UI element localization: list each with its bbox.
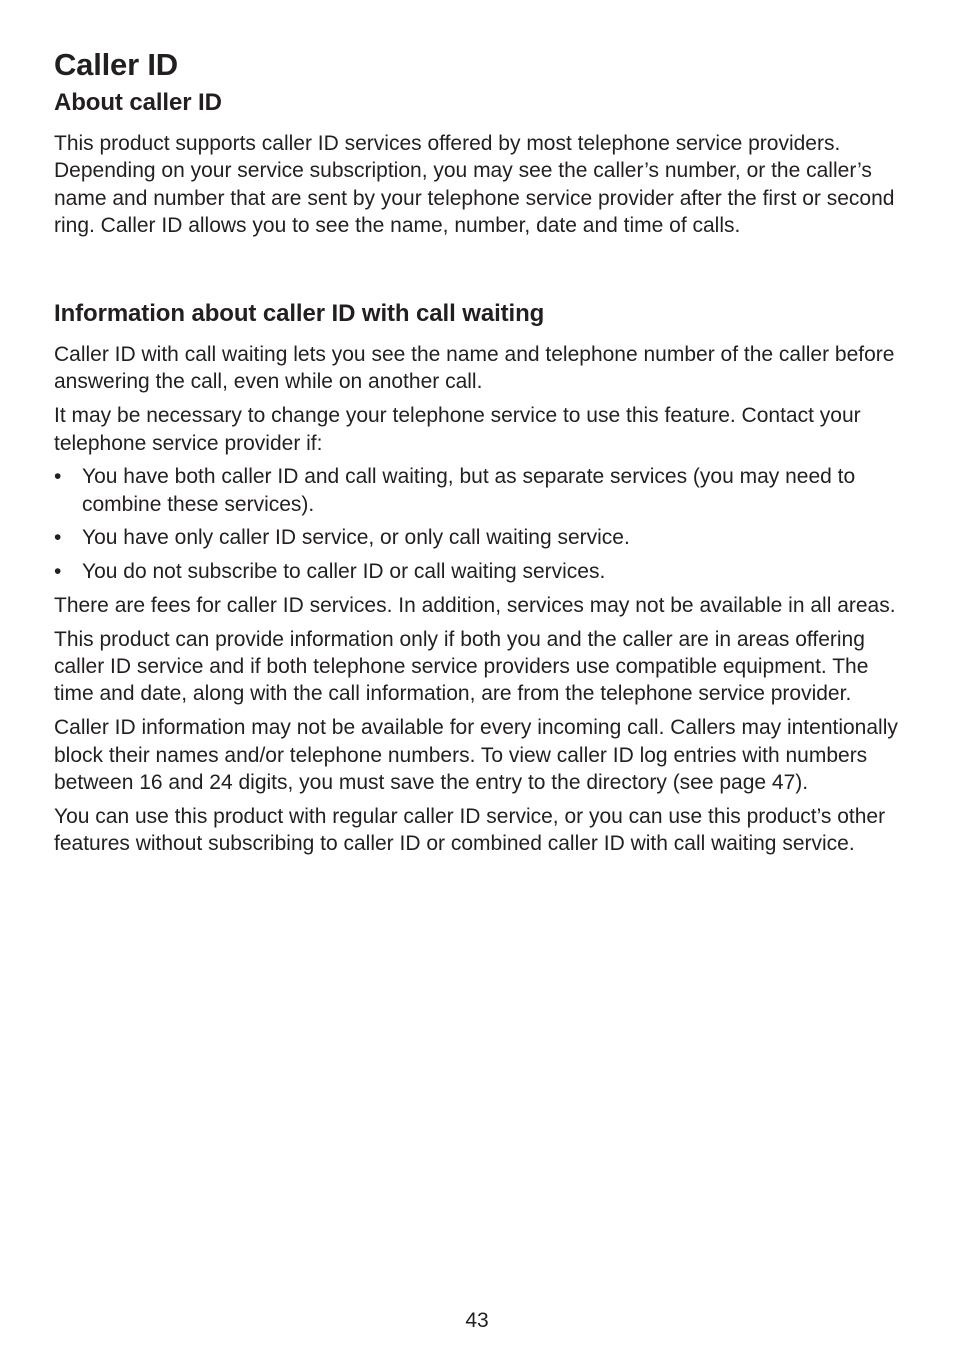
bullet-icon: • bbox=[54, 465, 62, 489]
bullet-icon: • bbox=[54, 526, 62, 550]
paragraph: You can use this product with regular caller ID service, or you can use this product’s other features without subscribing to caller ID or combined caller ID with call waiting service. bbox=[54, 804, 886, 855]
paragraph: There are fees for caller ID services. In addition, services may not be available in all areas. bbox=[54, 594, 896, 618]
paragraph: This product can provide information only if both you and the caller are in areas offering caller ID service and if both telephone service providers use compatible equipment. The time and date, along with the call information, are from the telephone service provider. bbox=[54, 627, 869, 706]
document-page bbox=[54, 45, 906, 857]
paragraph: This product supports caller ID services offered by most telephone service providers. Depending on your service subscription, you may see the caller’s number, or the caller’s name and number that are sent by your telephone service provider after the first or second ring. Caller ID allows you to see the name, number, date and time of calls. bbox=[54, 132, 895, 237]
list-item-text: You do not subscribe to caller ID or call waiting services. bbox=[82, 560, 606, 584]
bullet-icon: • bbox=[54, 560, 62, 584]
list-item bbox=[54, 558, 906, 585]
paragraph: Caller ID with call waiting lets you see the name and telephone number of the caller before answering the call, even while on another call. bbox=[54, 343, 895, 394]
section-about-caller-id-body bbox=[54, 130, 906, 239]
page-number: 43 bbox=[465, 1309, 489, 1332]
paragraph: It may be necessary to change your telephone service to use this feature. Contact your telephone service provider if: bbox=[54, 404, 861, 455]
list-item-text: You have both caller ID and call waiting, but as separate services (you may need to combine these services). bbox=[82, 465, 856, 516]
list-item-text: You have only caller ID service, or only call waiting service. bbox=[82, 526, 630, 550]
list-item bbox=[54, 524, 906, 551]
paragraph: Caller ID information may not be available for every incoming call. Callers may intentionally block their names and/or telephone numbers. To view caller ID log entries with numbers between 16 and 24 digits, you must save the entry to the directory (see page 47). bbox=[54, 716, 898, 794]
section-caller-id-call-waiting-body bbox=[54, 341, 906, 857]
section-heading-caller-id-call-waiting: Information about caller ID with call waiting bbox=[54, 300, 545, 328]
section-heading-about-caller-id: About caller ID bbox=[54, 89, 222, 116]
list-item bbox=[54, 463, 906, 518]
page-title: Caller ID bbox=[54, 47, 178, 82]
bullet-list bbox=[54, 463, 906, 585]
